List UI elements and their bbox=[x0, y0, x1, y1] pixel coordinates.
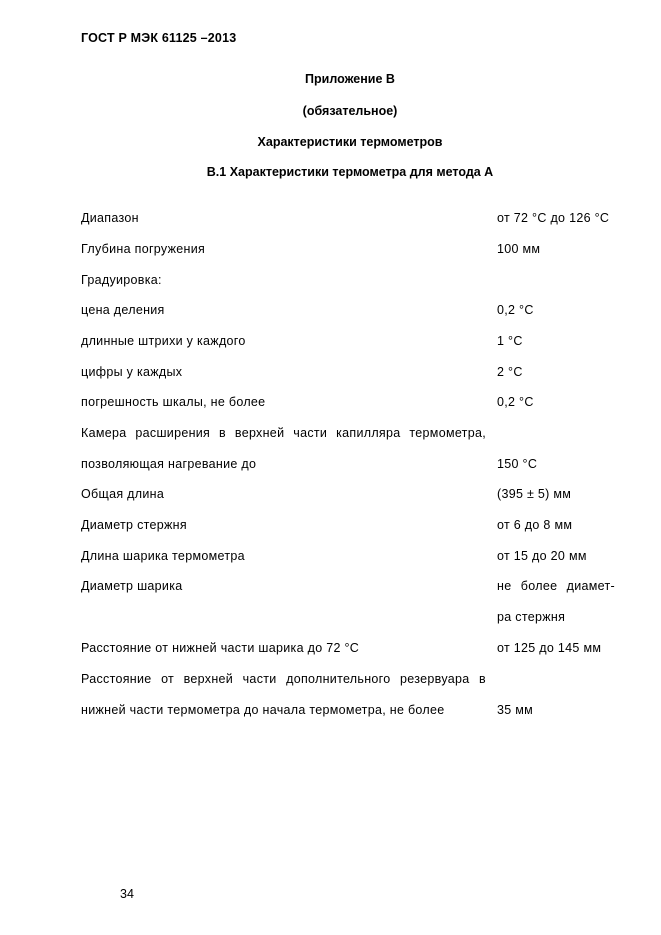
param-label: Длина шарика термометра bbox=[81, 549, 245, 563]
param-value: 0,2 °С bbox=[497, 303, 534, 317]
param-value: 0,2 °С bbox=[497, 395, 534, 409]
annex-title: Приложение В bbox=[305, 72, 395, 86]
param-label: Расстояние от верхней части дополнительного резервуара в bbox=[81, 672, 486, 686]
list-item bbox=[81, 576, 621, 596]
param-value: от 6 до 8 мм bbox=[497, 518, 573, 532]
page-number: 34 bbox=[120, 887, 134, 901]
param-label: Градуировка: bbox=[81, 273, 162, 287]
list-item bbox=[81, 515, 621, 535]
param-value: от 72 °С до 126 °С bbox=[497, 211, 610, 225]
annex-subtitle: Характеристики термометров bbox=[257, 135, 443, 149]
list-item bbox=[81, 208, 621, 228]
annex-status: (обязательное) bbox=[302, 104, 398, 118]
list-item bbox=[81, 546, 621, 566]
param-value: ра стержня bbox=[497, 610, 566, 624]
list-item bbox=[81, 484, 621, 504]
param-label: позволяющая нагревание до bbox=[81, 457, 257, 471]
list-item bbox=[81, 454, 621, 474]
param-value: 35 мм bbox=[497, 703, 534, 717]
list-item bbox=[81, 300, 621, 320]
param-value: 2 °С bbox=[497, 365, 523, 379]
list-item bbox=[81, 239, 621, 259]
list-item bbox=[81, 700, 621, 720]
param-label: погрешность шкалы, не более bbox=[81, 395, 266, 409]
list-item bbox=[81, 669, 621, 689]
param-label: Диапазон bbox=[81, 211, 139, 225]
param-label: Общая длина bbox=[81, 487, 165, 501]
list-item bbox=[81, 362, 621, 382]
param-value: от 15 до 20 мм bbox=[497, 549, 587, 563]
list-item bbox=[81, 607, 621, 627]
param-value: не более диамет- bbox=[497, 579, 615, 593]
param-label: цена деления bbox=[81, 303, 165, 317]
list-item bbox=[81, 270, 621, 290]
list-item bbox=[81, 392, 621, 412]
param-value: (395 ± 5) мм bbox=[497, 487, 572, 501]
param-label: Диаметр шарика bbox=[81, 579, 183, 593]
param-label: Расстояние от нижней части шарика до 72 °С bbox=[81, 641, 360, 655]
param-value: 1 °С bbox=[497, 334, 523, 348]
list-item bbox=[81, 638, 621, 658]
param-value: 150 °С bbox=[497, 457, 538, 471]
list-item bbox=[81, 423, 621, 443]
document-header: ГОСТ Р МЭК 61125 –2013 bbox=[81, 31, 237, 45]
param-label: длинные штрихи у каждого bbox=[81, 334, 246, 348]
param-label: цифры у каждых bbox=[81, 365, 183, 379]
param-value: от 125 до 145 мм bbox=[497, 641, 602, 655]
param-value: 100 мм bbox=[497, 242, 541, 256]
param-label: Диаметр стержня bbox=[81, 518, 187, 532]
section-heading: В.1 Характеристики термометра для метода А bbox=[206, 165, 494, 179]
param-label: Камера расширения в верхней части капилляра термометра, bbox=[81, 426, 486, 440]
param-label: Глубина погружения bbox=[81, 242, 206, 256]
param-label: нижней части термометра до начала термометра, не более bbox=[81, 703, 445, 717]
list-item bbox=[81, 331, 621, 351]
